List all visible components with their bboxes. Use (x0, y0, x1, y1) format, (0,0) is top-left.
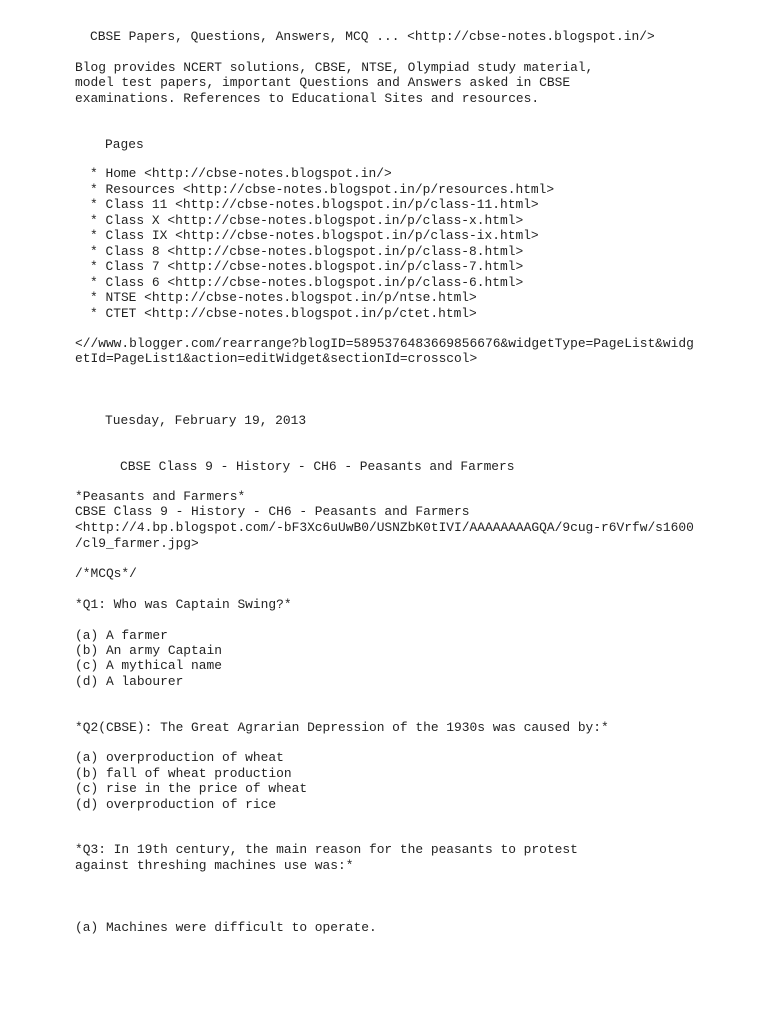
post-subtitle: *Peasants and Farmers* (75, 489, 246, 504)
q2-option-a: (a) overproduction of wheat (75, 750, 284, 765)
question-1: *Q1: Who was Captain Swing?* (75, 597, 292, 612)
q2-option-d: (d) overproduction of rice (75, 797, 277, 812)
pages-heading: Pages (105, 137, 144, 152)
q3-option-a: (a) Machines were difficult to operate. (75, 920, 377, 935)
page-link-class-6[interactable]: * Class 6 <http://cbse-notes.blogspot.in/p/class-6.html> (90, 275, 524, 290)
blog-description-line-1: Blog provides NCERT solutions, CBSE, NTSE, Olympiad study material, (75, 60, 594, 75)
question-3-line-1: *Q3: In 19th century, the main reason for the peasants to protest (75, 842, 578, 857)
page-link-ctet[interactable]: * CTET <http://cbse-notes.blogspot.in/p/ctet.html> (90, 306, 477, 321)
page-link-resources[interactable]: * Resources <http://cbse-notes.blogspot.in/p/resources.html> (90, 182, 555, 197)
q1-option-d: (d) A labourer (75, 674, 184, 689)
page-link-class-x[interactable]: * Class X <http://cbse-notes.blogspot.in/p/class-x.html> (90, 213, 524, 228)
mcq-heading: /*MCQs*/ (75, 566, 137, 581)
q1-option-b: (b) An army Captain (75, 643, 222, 658)
blog-description-line-2: model test papers, important Questions and Answers asked in CBSE (75, 75, 571, 90)
question-3-line-2: against threshing machines use was:* (75, 858, 354, 873)
page-link-home[interactable]: * Home <http://cbse-notes.blogspot.in/> (90, 166, 392, 181)
rearrange-link-line-2[interactable]: etId=PageList1&action=editWidget&sectionId=crosscol> (75, 351, 478, 366)
post-title[interactable]: CBSE Class 9 - History - CH6 - Peasants and Farmers (120, 459, 515, 474)
q1-option-a: (a) A farmer (75, 628, 168, 643)
image-link-line-2[interactable]: /cl9_farmer.jpg> (75, 536, 199, 551)
post-date: Tuesday, February 19, 2013 (105, 413, 307, 428)
q1-option-c: (c) A mythical name (75, 658, 222, 673)
page-link-class-7[interactable]: * Class 7 <http://cbse-notes.blogspot.in/p/class-7.html> (90, 259, 524, 274)
page-link-class-11[interactable]: * Class 11 <http://cbse-notes.blogspot.in/p/class-11.html> (90, 197, 539, 212)
rearrange-link-line-1[interactable]: <//www.blogger.com/rearrange?blogID=5895376483669856676&widgetType=PageList&widg (75, 336, 694, 351)
page-link-ntse[interactable]: * NTSE <http://cbse-notes.blogspot.in/p/ntse.html> (90, 290, 477, 305)
site-title-line[interactable]: CBSE Papers, Questions, Answers, MCQ ... <http://cbse-notes.blogspot.in/> (90, 29, 655, 44)
image-caption: CBSE Class 9 - History - CH6 - Peasants and Farmers (75, 504, 470, 519)
page-link-class-ix[interactable]: * Class IX <http://cbse-notes.blogspot.in/p/class-ix.html> (90, 228, 539, 243)
q2-option-b: (b) fall of wheat production (75, 766, 292, 781)
question-2: *Q2(CBSE): The Great Agrarian Depression of the 1930s was caused by:* (75, 720, 609, 735)
page-link-class-8[interactable]: * Class 8 <http://cbse-notes.blogspot.in/p/class-8.html> (90, 244, 524, 259)
blog-description-line-3: examinations. References to Educational Sites and resources. (75, 91, 540, 106)
image-link-line-1[interactable]: <http://4.bp.blogspot.com/-bF3Xc6uUwB0/USNZbK0tIVI/AAAAAAAAGQA/9cug-r6Vrfw/s1600 (75, 520, 694, 535)
q2-option-c: (c) rise in the price of wheat (75, 781, 308, 796)
